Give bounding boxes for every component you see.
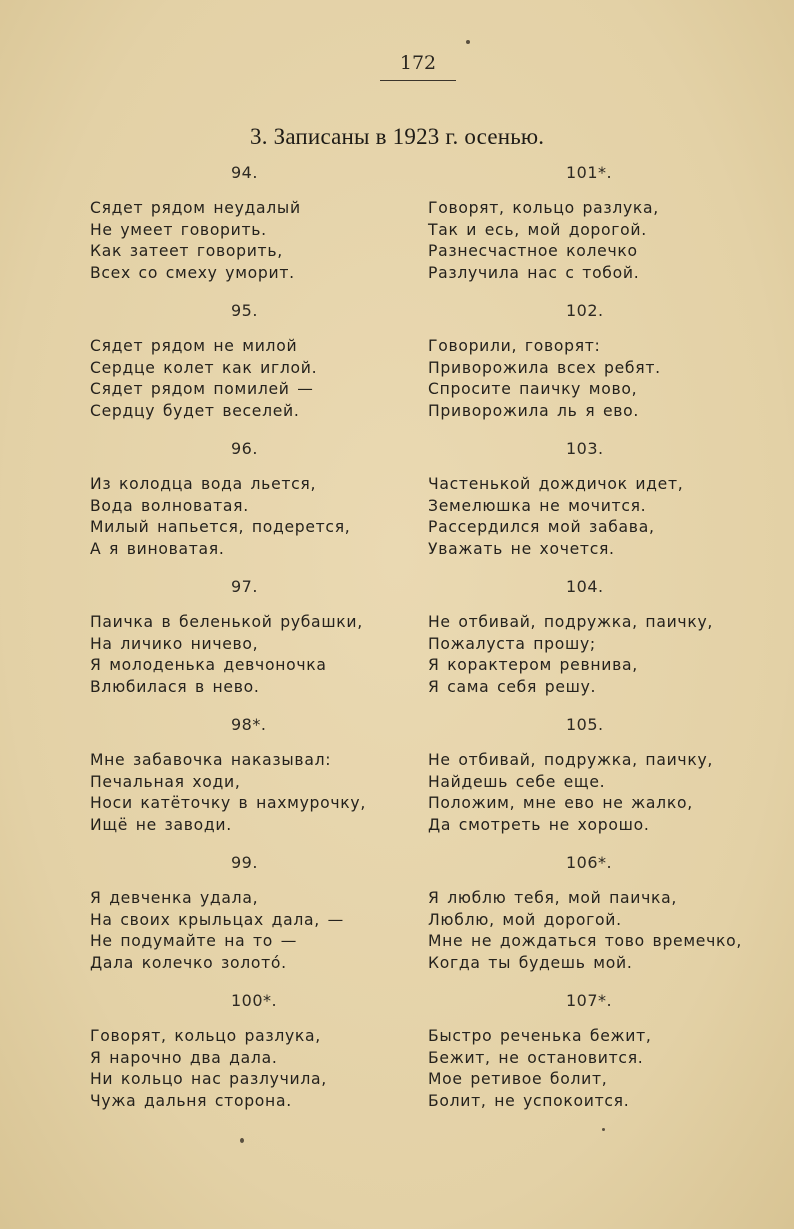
verse-line: Разлучила нас с тобой.	[428, 263, 640, 282]
verse-number: 106*.	[566, 853, 613, 872]
verse-line: Как затеет говорить,	[90, 242, 283, 260]
verse-line: Так и есь, мой дорогой.	[428, 220, 647, 239]
verse-line: Приворожила ль я ево.	[428, 401, 640, 420]
verse-line: Не подумайте на то —	[90, 932, 297, 950]
verse-line: Говорят, кольцо разлука,	[428, 199, 659, 217]
verse-line: На своих крыльцах дала, —	[90, 910, 344, 929]
verse-line: Не отбивай, подружка, паичку,	[428, 613, 714, 631]
left-column	[90, 160, 390, 1126]
verse-number: 94.	[231, 163, 258, 182]
verse-number: 100*.	[231, 991, 278, 1010]
verse-line: Мне забавочка наказывал:	[90, 751, 332, 769]
page-number: 172	[380, 52, 456, 81]
verse-block	[90, 298, 390, 422]
verse-line: На личико ничево,	[90, 634, 259, 653]
verse-number: 102.	[566, 301, 604, 320]
verse-number: 107*.	[566, 991, 613, 1010]
verse-block	[90, 712, 390, 836]
verse-line: Люблю, мой дорогой.	[428, 910, 622, 929]
verse-line: Сердцу будет веселей.	[90, 401, 300, 420]
verse-number: 101*.	[566, 163, 613, 182]
verse-block	[90, 988, 390, 1112]
verse-line: Паичка в беленькой рубашки,	[90, 613, 363, 631]
verse-line: Говорили, говорят:	[428, 337, 601, 355]
verse-line: Вода волноватая.	[90, 496, 249, 515]
verse-line: Всех со смеху уморит.	[90, 263, 295, 282]
verse-line: Сядет рядом неудалый	[90, 199, 301, 217]
verse-line: Я девченка удала,	[90, 889, 259, 907]
verse-line: Мое ретивое болит,	[428, 1070, 608, 1088]
verse-line: Да смотреть не хорошо.	[428, 815, 650, 834]
verse-number: 98*.	[231, 715, 267, 734]
verse-number: 104.	[566, 577, 604, 596]
paper-speck	[240, 1138, 244, 1143]
verse-number: 105.	[566, 715, 604, 734]
verse-line: Найдешь себе еще.	[428, 772, 606, 791]
verse-line: Милый напьется, подерется,	[90, 518, 351, 536]
verse-line: Частенькой дождичок идет,	[428, 475, 684, 493]
right-column	[428, 160, 758, 1126]
verse-number: 96.	[231, 439, 258, 458]
verse-block	[428, 436, 758, 560]
verse-block	[428, 850, 758, 974]
verse-line: Мне не дождаться тово времечко,	[428, 932, 743, 950]
paper-speck	[466, 40, 470, 44]
verse-line: Спросите паичку мово,	[428, 380, 638, 398]
verse-line: Уважать не хочется.	[428, 539, 615, 558]
verse-block	[428, 712, 758, 836]
verse-line: Когда ты будешь мой.	[428, 953, 633, 972]
verse-line: Я сама себя решу.	[428, 677, 597, 696]
verse-line: Рассердился мой забава,	[428, 518, 655, 536]
verse-line: Приворожила всех ребят.	[428, 358, 661, 377]
verse-block	[428, 574, 758, 698]
verse-line: Влюбилася в нево.	[90, 677, 260, 696]
verse-block	[90, 850, 390, 974]
paper-speck	[602, 1128, 605, 1131]
verse-number: 97.	[231, 577, 258, 596]
verse-line: Бежит, не остановится.	[428, 1048, 644, 1067]
verse-line: Пожалуста прошу;	[428, 634, 596, 653]
verse-line: Сядет рядом не милой	[90, 337, 298, 355]
verse-line: Носи катёточку в нахмурочку,	[90, 794, 366, 812]
verse-line: Не отбивай, подружка, паичку,	[428, 751, 714, 769]
verse-block	[90, 436, 390, 560]
verse-number: 99.	[231, 853, 258, 872]
verse-block	[90, 160, 390, 284]
verse-line: Печальная ходи,	[90, 772, 241, 791]
verse-line: Болит, не успокоится.	[428, 1091, 630, 1110]
verse-line: Разнесчастное колечко	[428, 242, 638, 260]
verse-line: Я нарочно два дала.	[90, 1048, 278, 1067]
verse-block	[428, 988, 758, 1112]
verse-number: 103.	[566, 439, 604, 458]
verse-line: Из колодца вода льется,	[90, 475, 317, 493]
section-title-text: 3. Записаны в 1923 г. осенью.	[250, 124, 545, 149]
verse-line: Ищё не заводи.	[90, 815, 232, 834]
verse-line: Сядет рядом помилей —	[90, 380, 314, 398]
verse-line: Не умеет говорить.	[90, 220, 267, 239]
verse-line: Я молоденька девчоночка	[90, 656, 327, 674]
verse-line: Я корактером ревнива,	[428, 656, 638, 674]
verse-line: Сердце колет как иглой.	[90, 358, 318, 377]
verse-line: Дала колечко золото́.	[90, 953, 287, 972]
verse-block	[428, 160, 758, 284]
verse-line: Чужа дальня сторона.	[90, 1091, 292, 1110]
verse-line: Земелюшка не мочится.	[428, 496, 647, 515]
verse-line: Говорят, кольцо разлука,	[90, 1027, 321, 1045]
verse-line: А я виноватая.	[90, 539, 225, 558]
verse-block	[428, 298, 758, 422]
verse-line: Ни кольцо нас разлучила,	[90, 1070, 327, 1088]
verse-number: 95.	[231, 301, 258, 320]
verse-line: Быстро реченька бежит,	[428, 1027, 652, 1045]
verse-block	[90, 574, 390, 698]
verse-line: Положим, мне ево не жалко,	[428, 794, 693, 812]
verse-line: Я люблю тебя, мой паичка,	[428, 889, 678, 907]
